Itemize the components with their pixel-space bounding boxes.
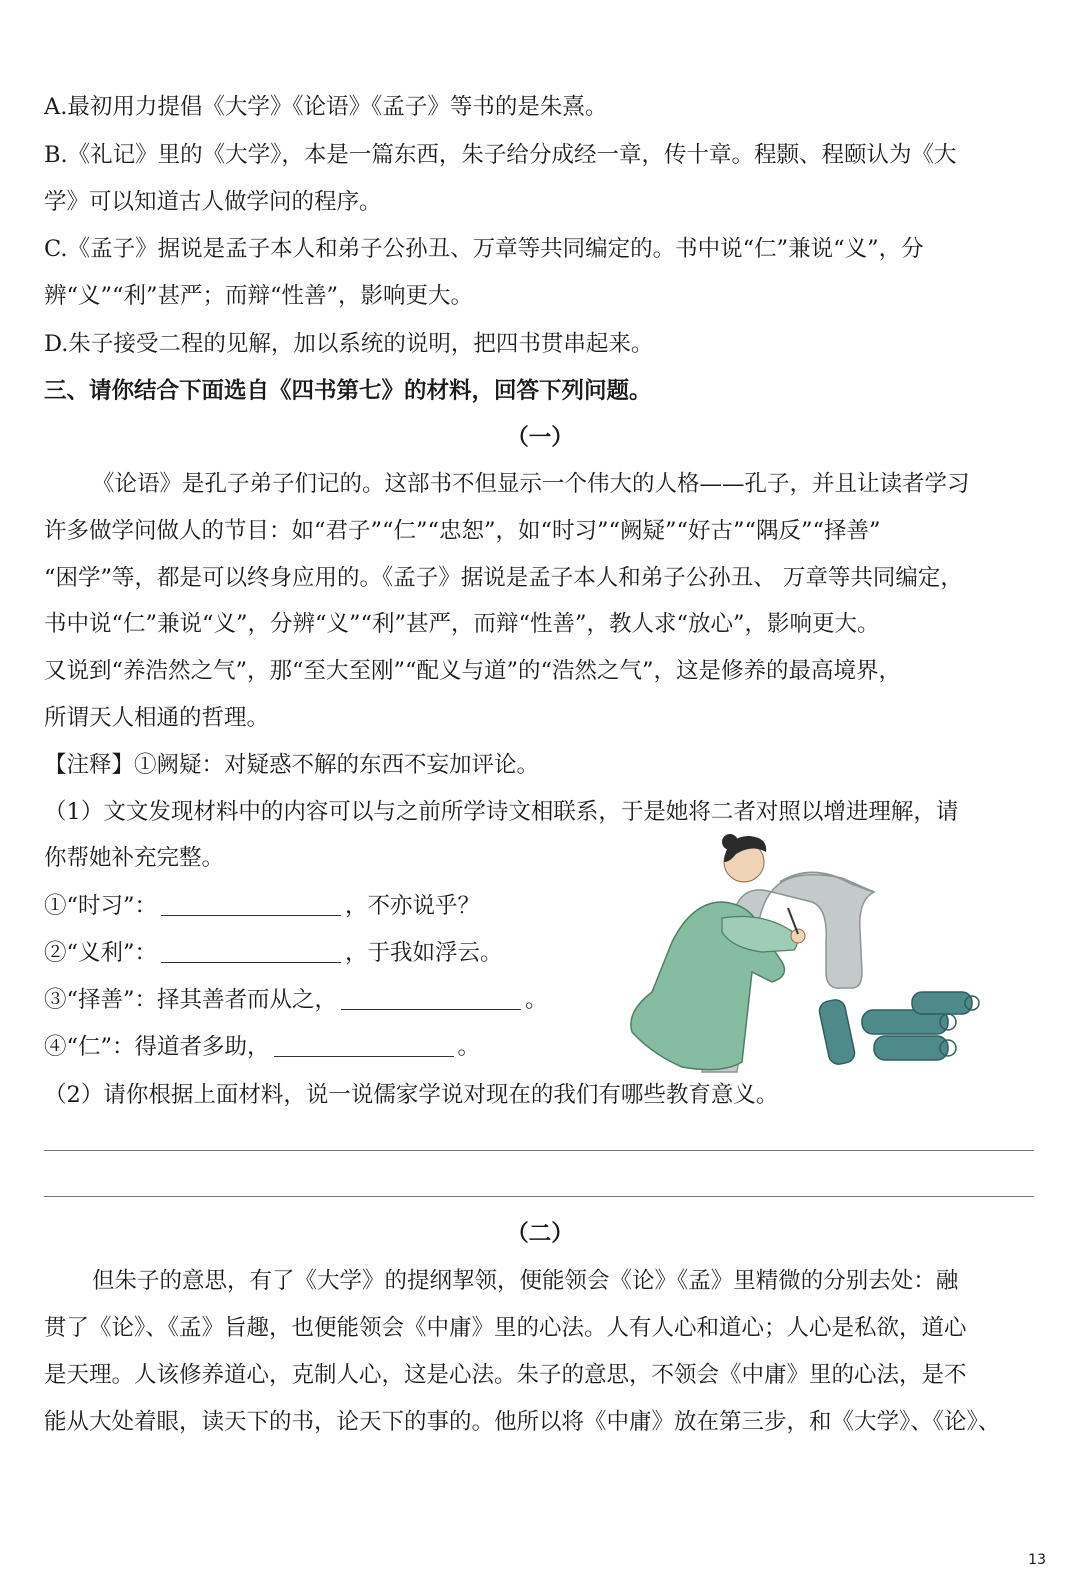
bamboo-scrolls [818,992,972,1066]
fill-item-2 [44,938,503,968]
answer-blank-3[interactable] [341,989,521,1010]
option-d: D.朱子接受二程的见解，加以系统的说明，把四书贯串起来。 [44,331,654,357]
option-c-line2: 辨“义”“利”甚严；而辩“性善”，影响更大。 [44,283,474,309]
fill-item-1-suffix: ，不亦说乎？ [345,893,481,919]
passage2-line2: 贯了《论》、《孟》旨趣，也便能领会《中庸》里的心法。人有人心和道心；人心是私欲，道心 [44,1315,967,1341]
hand [791,929,805,943]
passage1-line3: “困学”等，都是可以终身应用的。《孟子》据说是孟子本人和弟子公孙丑、 万章等共同编定， [44,565,963,591]
scholar-reading-scroll-illustration [612,822,1002,1078]
q1-line2: 你帮她补充完整。 [44,845,225,871]
q2: （2）请你根据上面材料，说一说儒家学说对现在的我们有哪些教育意义。 [44,1082,779,1108]
fill-item-3-suffix: 。 [525,987,548,1013]
passage1-line4: 书中说“仁”兼说“义”，分辨“义”“利”甚严，而辩“性善”，教人求“放心”，影响更大。 [44,611,880,637]
fill-item-4-prefix: ④“仁”：得道者多助， [44,1034,270,1060]
option-b-line1: B.《礼记》里的《大学》，本是一篇东西，朱子给分成经一章，传十章。程颢、程颐认为《大 [44,142,957,168]
passage1-line5: 又说到“养浩然之气”，那“至大至刚”“配义与道”的“浩然之气”，这是修养的最高境界， [44,658,902,684]
fill-item-2-prefix: ②“义利”： [44,940,158,966]
passage1-line6: 所谓天人相通的哲理。 [44,705,270,731]
passage2-line1: 但朱子的意思，有了《大学》的提纲挈领，便能领会《论》《孟》里精微的分别去处：融 [92,1268,959,1294]
fill-item-1-prefix: ①“时习”： [44,893,158,919]
passage2-line4: 能从大处着眼，读天下的书，论天下的事的。他所以将《中庸》放在第三步，和《大学》、《论》、 [44,1409,1001,1435]
answer-line-2[interactable] [44,1196,1034,1197]
passage1-line1: 《论语》是孔子弟子们记的。这部书不但显示一个伟大的人格——孔子，并且让读者学习 [92,471,970,497]
option-a: A.最初用力提倡《大学》《论语》《孟子》等书的是朱熹。 [44,94,608,120]
answer-blank-2[interactable] [161,942,341,963]
note: 【注释】①阙疑：对疑惑不解的东西不妄加评论。 [44,752,540,778]
q1-line1: （1）文文发现材料中的内容可以与之前所学诗文相联系，于是她将二者对照以增进理解，请 [44,799,959,825]
section-heading: 三、请你结合下面选自《四书第七》的材料，回答下列问题。 [44,378,652,404]
fill-item-1 [44,891,480,921]
answer-line-1[interactable] [44,1150,1034,1151]
fill-item-4 [44,1032,480,1062]
option-c-line1: C.《孟子》据说是孟子本人和弟子公孙丑、万章等共同编定的。书中说“仁”兼说“义”，分 [44,236,924,262]
fill-item-2-suffix: ，于我如浮云。 [345,940,503,966]
fill-item-4-suffix: 。 [457,1034,481,1060]
passage1-line2: 许多做学问做人的节目：如“君子”“仁”“忠恕”，如“时习”“阙疑”“好古”“隅反”“择善” [44,518,881,544]
option-b-line2: 学》可以知道古人做学问的程序。 [44,189,382,215]
part2-title: （二） [506,1221,574,1247]
part1-title: （一） [506,425,574,451]
answer-blank-1[interactable] [161,895,341,916]
fill-item-3-prefix: ③“择善”：择其善者而从之， [44,987,338,1013]
page-number: 13 [1028,1552,1046,1568]
answer-blank-4[interactable] [274,1036,454,1057]
passage2-line3: 是天理。人该修养道心，克制人心，这是心法。朱子的意思，不领会《中庸》里的心法，是不 [44,1362,967,1388]
hair-bun [722,834,738,850]
fill-item-3 [44,985,548,1015]
